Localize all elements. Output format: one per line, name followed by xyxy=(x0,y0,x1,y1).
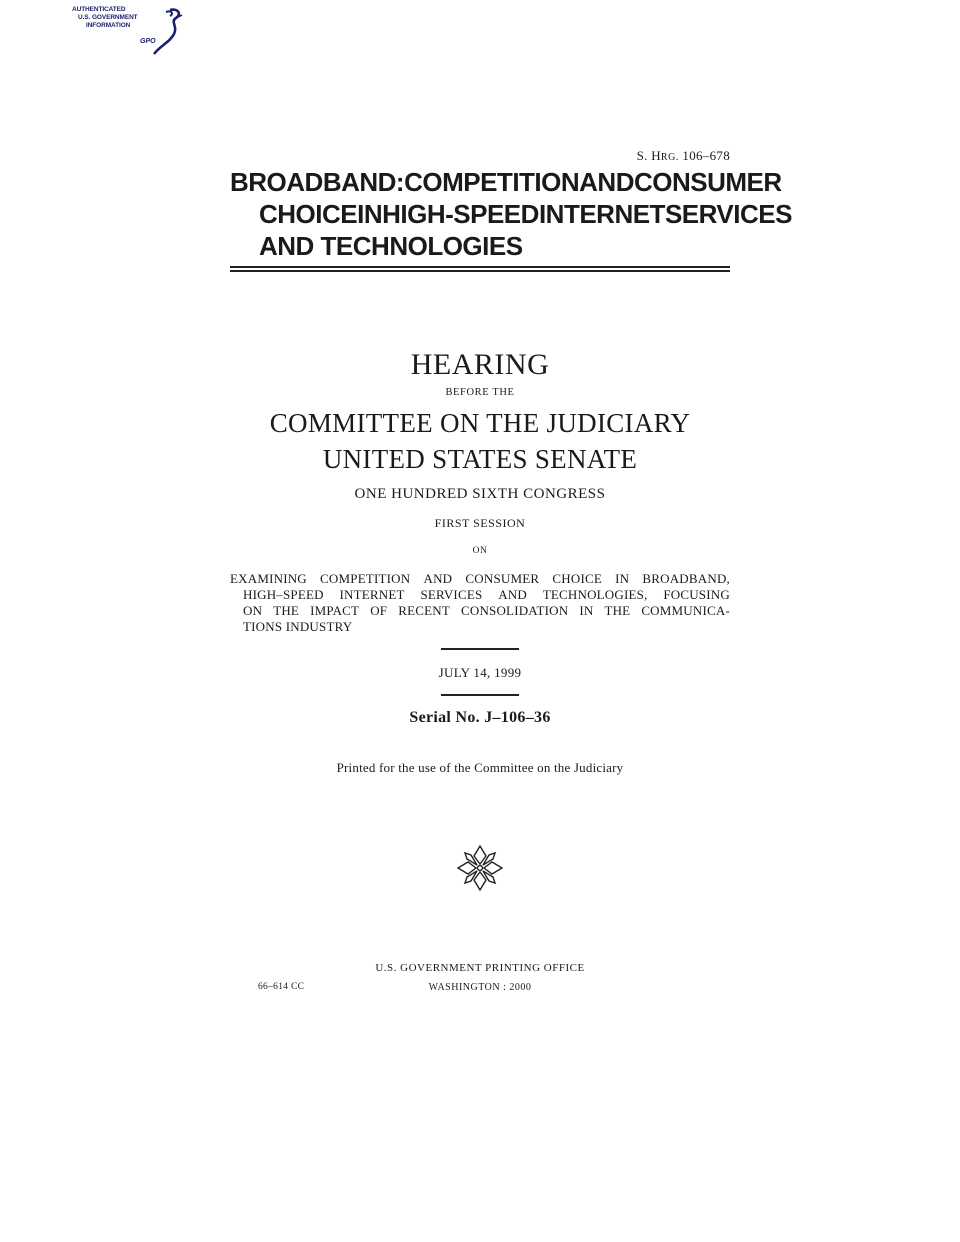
subject-word: INTERNET xyxy=(339,587,405,602)
subject-word: EXAMINING xyxy=(230,571,307,586)
hearing-number-value: 106–678 xyxy=(682,148,730,163)
subject-word: COMMUNICA- xyxy=(641,603,730,618)
title-line-3: AND TECHNOLOGIES xyxy=(259,231,523,261)
title-rule-top xyxy=(230,266,730,268)
title-word: BROADBAND: xyxy=(230,167,405,197)
subject-word: TECHNOLOGIES, xyxy=(542,587,648,602)
before-the-label: BEFORE THE xyxy=(445,387,515,398)
printing-office: U.S. GOVERNMENT PRINTING OFFICE xyxy=(375,962,585,974)
subject-word: IN xyxy=(579,603,594,618)
place-and-year: WASHINGTON : 2000 xyxy=(428,982,532,993)
eagle-swirl-icon xyxy=(148,6,184,58)
logo-line-government: U.S. GOVERNMENT xyxy=(78,14,138,21)
hearing-heading: HEARING xyxy=(410,348,550,381)
subject-word: HIGH–SPEED xyxy=(243,587,324,602)
legislative-body: UNITED STATES SENATE xyxy=(322,444,638,474)
title-rule-bottom xyxy=(230,270,730,272)
subject-word: CONSUMER xyxy=(465,571,540,586)
title-word: SERVICES xyxy=(664,199,792,229)
subject-word: THE xyxy=(273,603,300,618)
serial-number: Serial No. J–106–36 xyxy=(409,709,551,726)
logo-gpo-mark: GPO xyxy=(140,38,156,45)
title-word: HIGH-SPEED xyxy=(382,199,539,229)
title-word: INTERNET xyxy=(538,199,665,229)
hearing-number-prefix: S. H xyxy=(636,148,661,163)
job-number: 66–614 CC xyxy=(258,982,305,992)
title-line-2 xyxy=(259,198,792,230)
title-line-1 xyxy=(230,166,782,198)
title-word: CONSUMER xyxy=(634,167,782,197)
subject-word: CHOICE xyxy=(552,571,602,586)
committee-name: COMMITTEE ON THE JUDICIARY xyxy=(269,408,691,438)
title-word: CHOICE xyxy=(259,199,358,229)
on-label: ON xyxy=(472,546,488,556)
subject-word: FOCUSING xyxy=(663,587,730,602)
printed-for-note: Printed for the use of the Committee on the Judiciary xyxy=(336,760,624,775)
gpo-authenticated-logo xyxy=(70,4,190,58)
printers-ornament-icon xyxy=(456,842,504,894)
subject-word: COMPETITION xyxy=(320,571,411,586)
logo-line-authenticated: AUTHENTICATED xyxy=(72,6,126,13)
subject-word: AND xyxy=(423,571,453,586)
subject-line-4: TIONS INDUSTRY xyxy=(243,619,353,634)
subject-word: ON xyxy=(243,603,263,618)
subject-paragraph xyxy=(230,571,730,635)
subject-line-1 xyxy=(230,571,730,587)
subject-word: IN xyxy=(615,571,630,586)
congress-label: ONE HUNDRED SIXTH CONGRESS xyxy=(354,486,606,502)
subject-word: RECENT xyxy=(398,603,450,618)
hearing-date: JULY 14, 1999 xyxy=(438,665,522,680)
subject-word: THE xyxy=(604,603,631,618)
subject-word: IMPACT xyxy=(310,603,360,618)
title-word: IN xyxy=(357,199,383,229)
subject-word: OF xyxy=(370,603,388,618)
hearing-number xyxy=(637,148,730,164)
subject-word: BROADBAND, xyxy=(642,571,730,586)
logo-line-information: INFORMATION xyxy=(86,22,131,29)
title-word: AND xyxy=(579,167,634,197)
subject-line-2 xyxy=(230,587,730,603)
date-rule-bottom xyxy=(441,694,519,696)
subject-line-3 xyxy=(230,603,730,619)
subject-word: CONSOLIDATION xyxy=(460,603,569,618)
date-rule-top xyxy=(441,648,519,650)
session-label: FIRST SESSION xyxy=(434,516,526,530)
title-word: COMPETITION xyxy=(404,167,580,197)
subject-word: AND xyxy=(498,587,527,602)
subject-word: SERVICES xyxy=(420,587,483,602)
hearing-number-smallcaps: RG. xyxy=(660,152,679,163)
